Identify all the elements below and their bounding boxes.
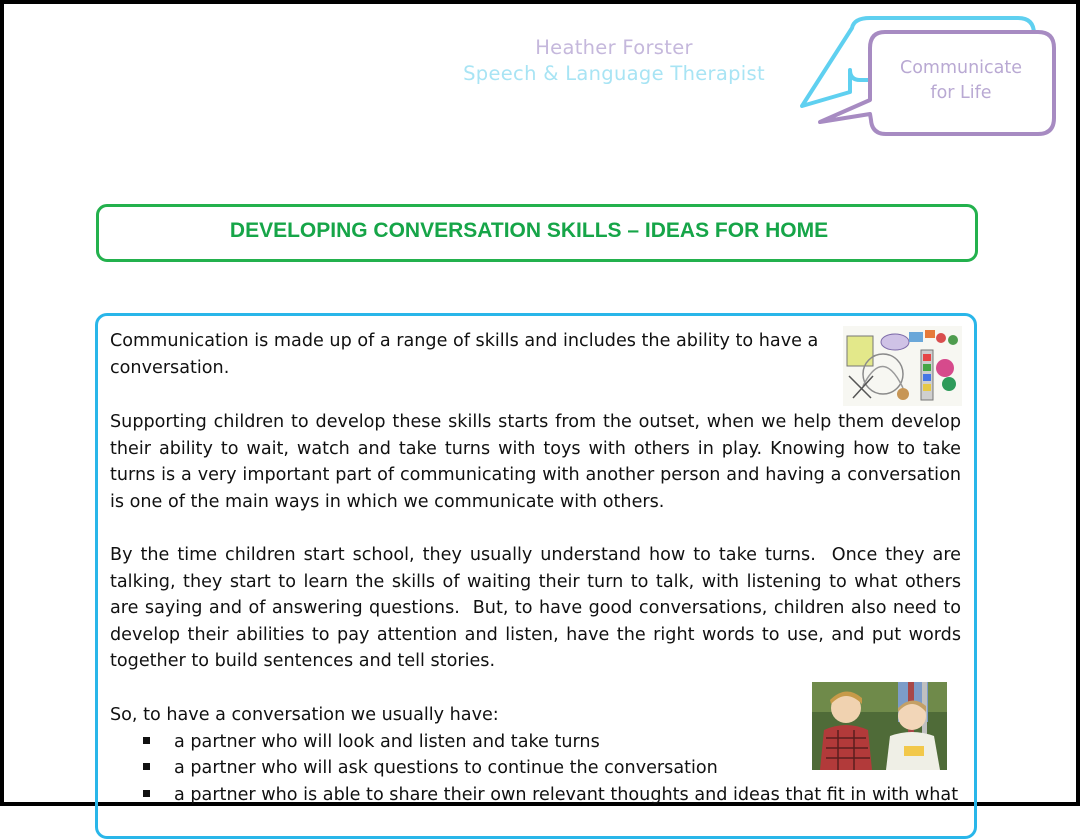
bullet-icon xyxy=(143,790,150,797)
paragraph-2: Supporting children to develop these skills starts from the outset, when we help them develop their ability to wait, watch and take turns with toys with others in play. Knowing how to take turns is a very important part of communicating with another person and having a conversation is one of the main ways in which we communicate with others. xyxy=(110,412,961,512)
logo-text xyxy=(876,56,1046,106)
paragraph-3: By the time children start school, they usually understand how to take turns. Once they are talking, they start to learn the skills of waiting their turn to talk, with listening to what others are saying and of answering questions. But, to have good conversations, children also need to develop their abilities to pay attention and listen, have the right words to use, and put words together to build sentences and tell stories. xyxy=(110,545,961,672)
author-role: Speech & Language Therapist xyxy=(463,62,765,85)
children-photo xyxy=(812,682,947,770)
logo-line-2: for Life xyxy=(930,83,992,103)
bullet-item xyxy=(143,755,718,782)
title-box xyxy=(96,204,978,262)
bullet-text: a partner who is able to share their own relevant thoughts and ideas that fit in with what xyxy=(174,785,959,805)
document-title: DEVELOPING CONVERSATION SKILLS – IDEAS FOR HOME xyxy=(229,219,829,242)
bullet-item xyxy=(143,782,958,809)
paragraph-1: Communication is made up of a range of skills and includes the ability to have a conversation. xyxy=(110,331,819,378)
bullet-text: a partner who will ask questions to continue the conversation xyxy=(174,758,718,778)
bullet-item xyxy=(143,729,600,756)
toys-illustration xyxy=(843,326,962,406)
bullet-icon xyxy=(143,737,150,744)
bullet-text: a partner who will look and listen and take turns xyxy=(174,732,600,752)
logo-line-1: Communicate xyxy=(899,58,1023,78)
list-intro: So, to have a conversation we usually have: xyxy=(110,705,499,725)
bullet-icon xyxy=(143,763,150,770)
author-name: Heather Forster xyxy=(535,36,693,59)
